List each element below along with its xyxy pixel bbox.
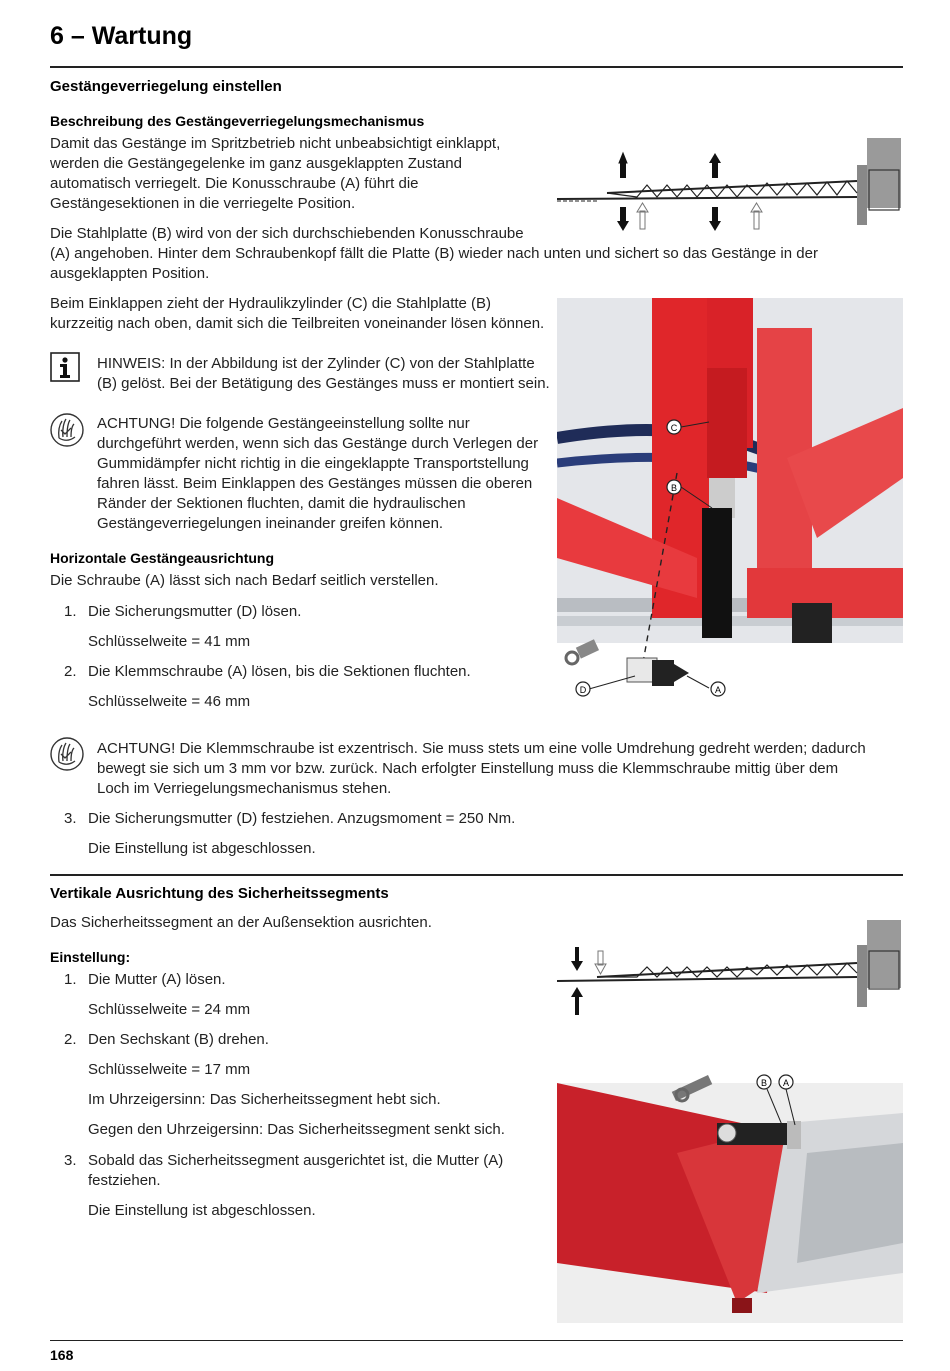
step-number: 2. [64, 1031, 77, 1048]
safety-segment-photo [557, 1063, 903, 1323]
footer-rule [50, 1340, 903, 1341]
hand-warning-icon [49, 412, 85, 453]
paragraph: Beim Einklappen zieht der Hydraulikzylinder (C) die Stahlplatte (B) kurzzeitig nach oben, damit sich die Teilbreiten voneinander lösen können. [50, 295, 545, 332]
step-detail: Schlüsselweite = 24 mm [88, 1001, 251, 1018]
subsection-title: Horizontale Gestängeausrichtung [50, 550, 275, 566]
note-text: HINWEIS: In der Abbildung ist der Zylinder (C) von der Stahlplatte (B) gelöst. Bei der Betätigung des Gestänges muss er montiert sein. [97, 355, 550, 392]
step-detail: Gegen den Uhrzeigersinn: Das Sicherheitssegment senkt sich. [88, 1121, 505, 1138]
subsection-title: Beschreibung des Gestängeverriegelungsmechanismus [50, 113, 425, 129]
warning-text: ACHTUNG! Die Klemmschraube ist exzentrisch. Sie muss stets um eine volle Umdrehung gedreht werden; dadurch bewegt sie sich um 3 mm vor bzw. zurück. Nach erfolgter Einstellung muss die Klemmschraube mittig über dem Loch im Verriegelungsmechanismus stehen. [97, 740, 866, 797]
hand-warning-icon [49, 736, 85, 777]
paragraph: Die Schraube (A) lässt sich nach Bedarf seitlich verstellen. [50, 572, 439, 589]
step-text: Den Sechskant (B) drehen. [88, 1031, 269, 1048]
step-text: Die Mutter (A) lösen. [88, 971, 226, 988]
section-title: Vertikale Ausrichtung des Sicherheitssegments [50, 885, 389, 902]
step-text: Die Sicherungsmutter (D) lösen. [88, 603, 302, 620]
step-text: Sobald das Sicherheitssegment ausgerichtet ist, die Mutter (A) festziehen. [88, 1152, 504, 1189]
section-title: Gestängeverriegelung einstellen [50, 78, 282, 95]
step-number: 3. [64, 1152, 77, 1169]
step-detail: Schlüsselweite = 41 mm [88, 633, 251, 650]
callout-label: D [579, 685, 587, 695]
step-number: 1. [64, 971, 77, 988]
callout-label: A [782, 1078, 790, 1088]
section-rule [50, 874, 903, 876]
subsection-title: Einstellung: [50, 949, 131, 965]
step-number: 3. [64, 810, 77, 827]
step-detail: Die Einstellung ist abgeschlossen. [88, 840, 316, 857]
step-detail: Schlüsselweite = 46 mm [88, 693, 251, 710]
step-detail: Die Einstellung ist abgeschlossen. [88, 1202, 316, 1219]
page-title: 6 – Wartung [50, 22, 193, 50]
callout-label: C [670, 423, 678, 433]
warning-text: ACHTUNG! Die folgende Gestängeeinstellung sollte nur durchgeführt werden, wenn sich das Gestänge durch Verlegen der Gummidämpfer nicht richtig in die eingeklappte Transportstellung fahren lässt. Beim Einklappen des Gestänges müssen die oberen Ränder der Sektionen fluchten, damit die hydraulischen Gestängeverriegelungen ineinander greifen können. [97, 415, 539, 532]
paragraph: Das Sicherheitssegment an der Außensektion ausrichten. [50, 914, 432, 931]
callout-label: B [760, 1078, 768, 1088]
header-rule [50, 66, 903, 68]
info-icon [50, 352, 80, 387]
step-detail: Im Uhrzeigersinn: Das Sicherheitssegment hebt sich. [88, 1091, 441, 1108]
step-text: Die Klemmschraube (A) lösen, bis die Sektionen fluchten. [88, 663, 471, 680]
page-number: 168 [50, 1347, 74, 1363]
step-detail: Schlüsselweite = 17 mm [88, 1061, 251, 1078]
step-text: Die Sicherungsmutter (D) festziehen. Anzugsmoment = 250 Nm. [88, 810, 516, 827]
callout-label: A [714, 685, 722, 695]
boom-diagram [557, 917, 903, 1019]
paragraph: Die Stahlplatte (B) wird von der sich durchschiebenden Konusschraube (A) angehoben. Hinter dem Schraubenkopf fällt die Platte (B) wieder nach unten und sichert so das Gestänge in der ausgeklappten Position. [50, 225, 818, 282]
step-number: 2. [64, 663, 77, 680]
boom-diagram [557, 135, 903, 235]
step-number: 1. [64, 603, 77, 620]
paragraph: Damit das Gestänge im Spritzbetrieb nicht unbeabsichtigt einklappt, werden die Gestängegelenke im ganz ausgeklappten Zustand automatisch verriegelt. Die Konusschraube (A) führt die Gestängesektionen in die verriegelte Position. [50, 135, 501, 212]
callout-label: B [670, 483, 678, 493]
locking-mechanism-photo [557, 298, 903, 710]
